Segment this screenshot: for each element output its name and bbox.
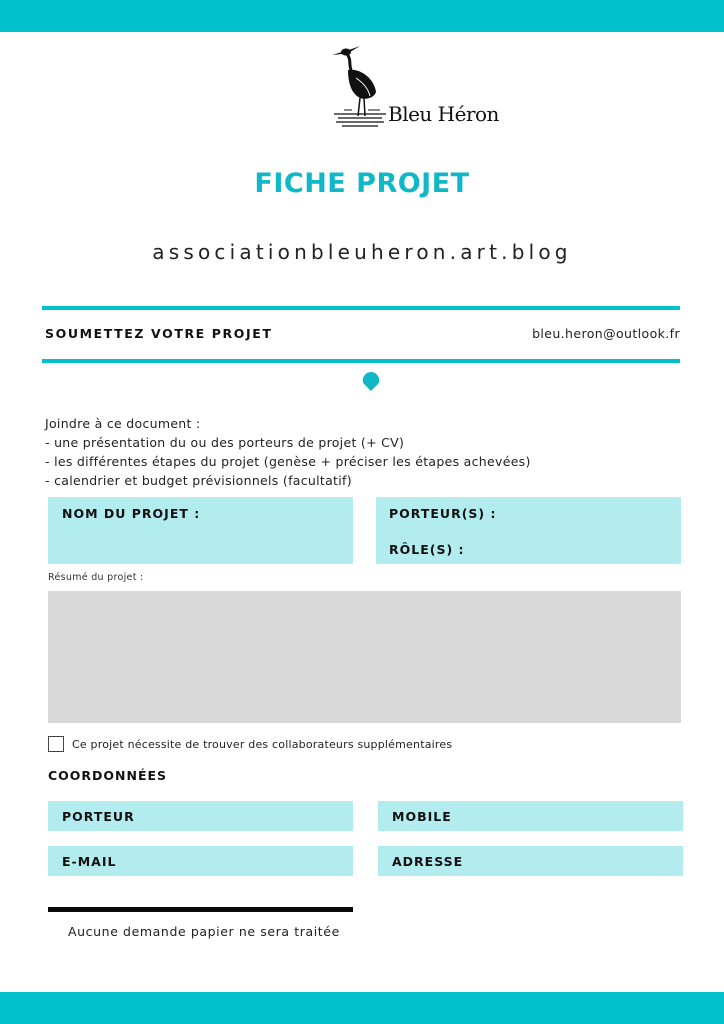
section-divider-bottom	[42, 359, 680, 363]
address-field[interactable]	[378, 846, 683, 876]
location-pin-icon	[361, 371, 381, 391]
contact-email: bleu.heron@outlook.fr	[532, 326, 680, 341]
summary-label: Résumé du projet :	[48, 572, 144, 583]
collaborators-checkbox-label: Ce projet nécessite de trouver des collaborateurs supplémentaires	[72, 738, 453, 751]
role-label: RÔLE(S) :	[389, 542, 465, 557]
page-title: FICHE PROJET	[254, 168, 470, 199]
email-label: E-MAIL	[62, 854, 117, 869]
email-field[interactable]	[48, 846, 353, 876]
footer-note: Aucune demande papier ne sera traitée	[68, 924, 340, 939]
porteur-field[interactable]	[48, 801, 353, 831]
logo	[330, 44, 499, 130]
instructions-line: - les différentes étapes du projet (genèse + préciser les étapes achevées)	[45, 454, 531, 469]
contact-heading: COORDONNÉES	[48, 768, 168, 783]
heron-icon	[330, 44, 390, 130]
bottom-accent-bar	[0, 992, 724, 1024]
top-accent-bar	[0, 0, 724, 32]
address-label: ADRESSE	[392, 854, 464, 869]
instructions-line: - calendrier et budget prévisionnels (facultatif)	[45, 473, 352, 488]
mobile-label: MOBILE	[392, 809, 452, 824]
project-name-label: NOM DU PROJET :	[62, 506, 201, 521]
section-divider-top	[42, 306, 680, 310]
instructions-line: Joindre à ce document :	[45, 416, 201, 431]
section-heading: SOUMETTEZ VOTRE PROJET	[45, 326, 273, 341]
summary-textarea[interactable]	[48, 591, 681, 723]
logo-text: Bleu Héron	[388, 102, 499, 126]
instructions-line: - une présentation du ou des porteurs de projet (+ CV)	[45, 435, 405, 450]
collaborators-checkbox[interactable]	[48, 736, 64, 752]
carrier-label: PORTEUR(S) :	[389, 506, 497, 521]
instructions	[45, 414, 531, 490]
mobile-field[interactable]	[378, 801, 683, 831]
carrier-role-field[interactable]	[376, 497, 681, 564]
footer-divider	[48, 907, 353, 912]
porteur-label: PORTEUR	[62, 809, 135, 824]
website-url: associationbleuheron.art.blog	[152, 240, 572, 264]
project-name-field[interactable]	[48, 497, 353, 564]
